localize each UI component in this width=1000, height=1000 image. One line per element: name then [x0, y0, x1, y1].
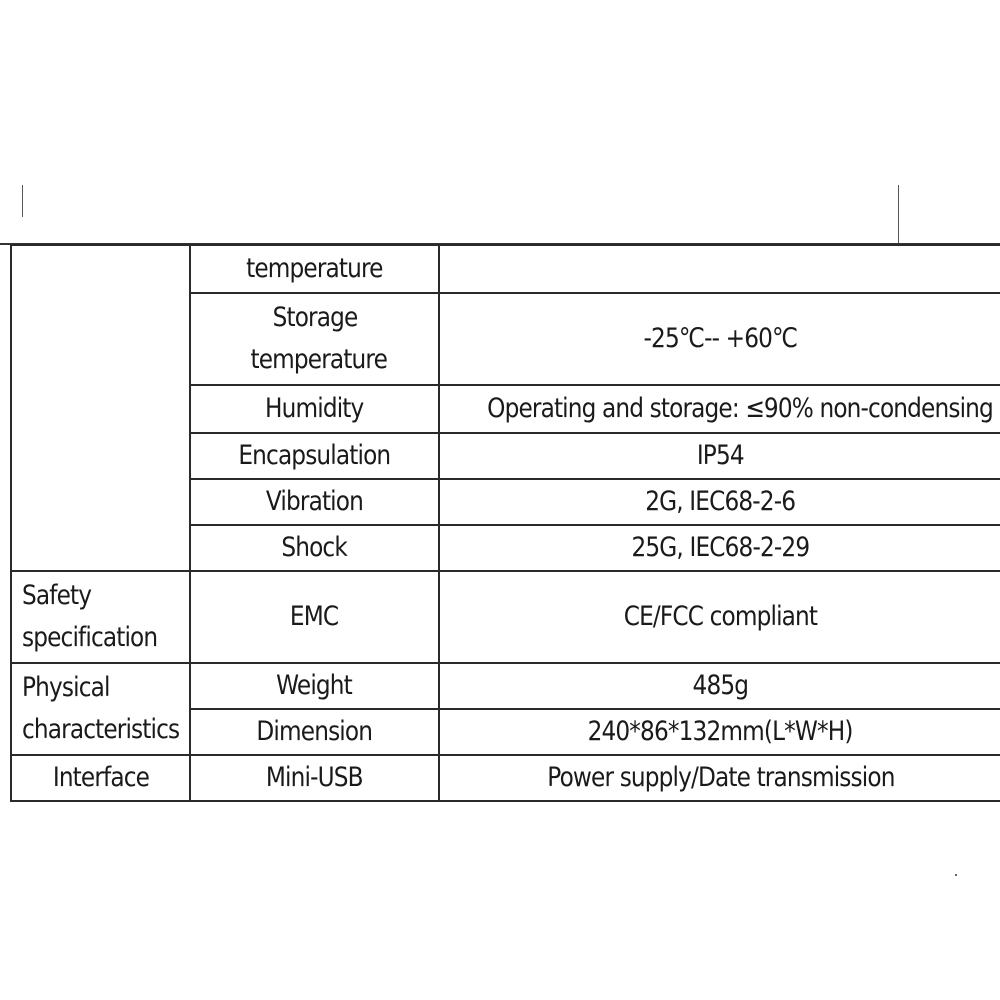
item-cell: Encapsulation: [190, 433, 439, 479]
table-row: [11, 245, 1000, 293]
value-cell: Operating and storage: ≤90% non-condensing: [439, 385, 1000, 433]
category-cell: Interface: [11, 755, 190, 801]
item-cell: Shock: [190, 525, 439, 571]
value-cell: Power supply/Date transmission: [439, 755, 1000, 801]
value-cell: 485g: [439, 663, 1000, 709]
item-cell: Weight: [190, 663, 439, 709]
value-cell: [439, 245, 1000, 293]
table-row: [11, 663, 1000, 709]
stray-dot: [955, 874, 957, 876]
category-cell: Physical characteristics: [11, 663, 190, 755]
value-cell: 2G, IEC68-2-6: [439, 479, 1000, 525]
page-guide-right: [898, 185, 899, 245]
value-cell: IP54: [439, 433, 1000, 479]
item-cell: Dimension: [190, 709, 439, 755]
item-cell: temperature: [190, 245, 439, 293]
page-guide-left: [22, 185, 23, 217]
table-row: [11, 571, 1000, 663]
item-cell: Humidity: [190, 385, 439, 433]
value-cell: 25G, IEC68-2-29: [439, 525, 1000, 571]
table-row: [11, 755, 1000, 801]
value-cell: -25℃-- +60℃: [439, 293, 1000, 385]
item-cell: Storage temperature: [190, 293, 439, 385]
item-cell: EMC: [190, 571, 439, 663]
value-cell: 240*86*132mm(L*W*H): [439, 709, 1000, 755]
item-cell: Vibration: [190, 479, 439, 525]
category-cell: [11, 245, 190, 571]
value-cell: CE/FCC compliant: [439, 571, 1000, 663]
item-cell: Mini-USB: [190, 755, 439, 801]
category-cell: Safety specification: [11, 571, 190, 663]
spec-table: [10, 244, 1000, 802]
